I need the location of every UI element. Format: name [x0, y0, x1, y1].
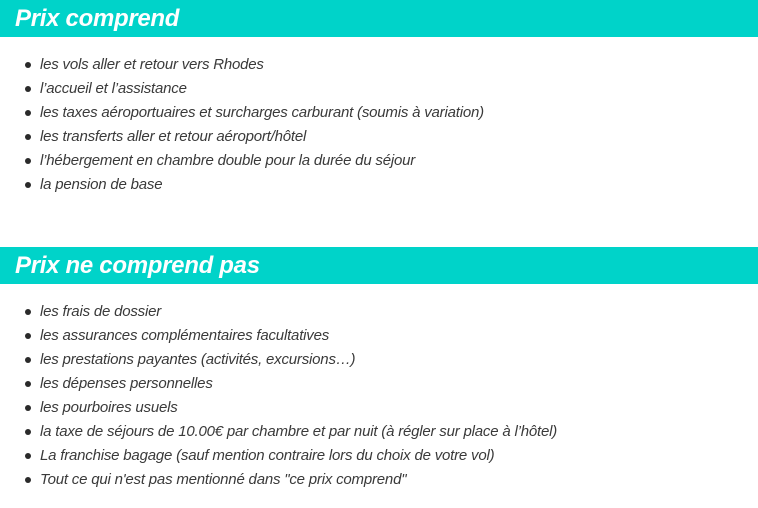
list-item: [0, 53, 758, 77]
bullet-icon: [25, 381, 31, 387]
excluded-list: [0, 300, 758, 492]
section-title-excluded: Prix ne comprend pas: [0, 247, 758, 284]
list-item: [0, 420, 758, 444]
list-item: [0, 77, 758, 101]
list-item: [0, 149, 758, 173]
list-item-text: les pourboires usuels: [40, 399, 178, 416]
list-item-text: la taxe de séjours de 10.00€ par chambre et par nuit (à régler sur place à l’hôtel): [40, 423, 558, 440]
list-item: [0, 348, 758, 372]
bullet-icon: [25, 309, 31, 315]
list-item: [0, 444, 758, 468]
bullet-icon: [25, 453, 31, 459]
list-item: [0, 324, 758, 348]
list-item: [0, 468, 758, 492]
list-item-text: l’accueil et l’assistance: [40, 80, 187, 97]
list-item: [0, 300, 758, 324]
list-item: [0, 125, 758, 149]
list-item-text: Tout ce qui n'est pas mentionné dans "ce prix comprend": [40, 471, 407, 488]
bullet-icon: [25, 134, 31, 140]
bullet-icon: [25, 86, 31, 92]
list-item-text: les taxes aéroportuaires et surcharges carburant (soumis à variation): [40, 104, 484, 121]
bullet-icon: [25, 405, 31, 411]
bullet-icon: [25, 429, 31, 435]
list-item: [0, 173, 758, 197]
list-item-text: La franchise bagage (sauf mention contraire lors du choix de votre vol): [40, 447, 495, 464]
bullet-icon: [25, 62, 31, 68]
list-item-text: les vols aller et retour vers Rhodes: [40, 56, 264, 73]
bullet-icon: [25, 357, 31, 363]
section-title-included: Prix comprend: [0, 0, 758, 37]
bullet-icon: [25, 333, 31, 339]
list-item-text: les dépenses personnelles: [40, 375, 213, 392]
list-item-text: les frais de dossier: [40, 303, 162, 320]
included-list: [0, 53, 758, 197]
list-item: [0, 101, 758, 125]
list-item-text: les transferts aller et retour aéroport/hôtel: [40, 128, 307, 145]
bullet-icon: [25, 477, 31, 483]
list-item-text: les assurances complémentaires facultatives: [40, 327, 330, 344]
list-item-text: la pension de base: [40, 176, 163, 193]
bullet-icon: [25, 110, 31, 116]
bullet-icon: [25, 158, 31, 164]
list-item-text: l’hébergement en chambre double pour la durée du séjour: [40, 152, 416, 169]
list-item: [0, 372, 758, 396]
bullet-icon: [25, 182, 31, 188]
list-item: [0, 396, 758, 420]
list-item-text: les prestations payantes (activités, excursions…): [40, 351, 356, 368]
